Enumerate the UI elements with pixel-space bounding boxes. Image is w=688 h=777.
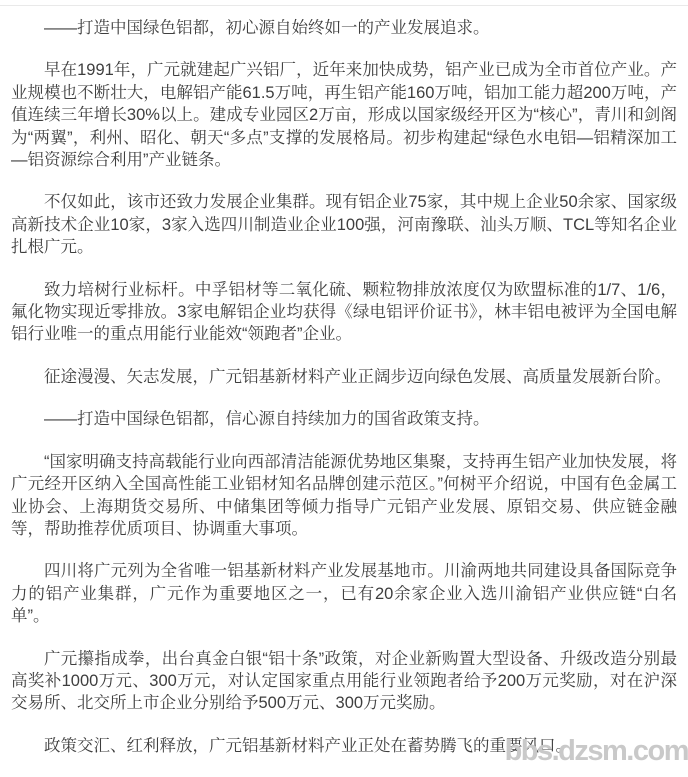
paragraph-8: 四川将广元列为全省唯一铝基新材料产业发展基地市。川渝两地共同建设具备国际竞争力的铝产业集群，广元作为重要地区之一，已有20余家企业入选川渝铝产业供应链“白名单”。 bbox=[11, 562, 677, 626]
paragraph-2: 早在1991年，广元就建起广兴铝厂，近年来加快成势，铝产业已成为全市首位产业。产业规模也不断壮大，电解铝产能61.5万吨，再生铝产能160万吨，铝加工能力超200万吨，产值连续三年增长30%以上。建成专业园区2万亩，形成以国家级经开区为“核心”，青川和剑阁为“两翼”，利州、昭化、朝天“多点”支撑的发展格局。初步构建起“绿色水电铝—铝精深加工—铝资源综合利用”产业链条。 bbox=[11, 61, 677, 170]
paragraph-6: ——打造中国绿色铝都，信心源自持续加力的国省政策支持。 bbox=[44, 410, 490, 429]
paragraph-1: ——打造中国绿色铝都，初心源自始终如一的产业发展追求。 bbox=[44, 19, 490, 37]
site-watermark: bbs.dzsm.com bbox=[504, 735, 688, 767]
paragraph-4: 致力培树行业标杆。中孚铝材等二氧化硫、颗粒物排放浓度仅为欧盟标准的1/7、1/6，氟化物实现近零排放。3家电解铝企业均获得《绿电铝评价证书》，林丰铝电被评为全国电解铝行业唯一的重点用能行业能效“领跑者”企业。 bbox=[11, 280, 677, 344]
paragraph-10: 政策交汇、红利释放，广元铝基新材料产业正处在蓄势腾飞的重要风口。 bbox=[44, 736, 572, 755]
paragraph-9: 广元攥指成拳，出台真金白银“铝十条”政策，对企业新购置大型设备、升级改造分别最高奖补1000万元、300万元，对认定国家重点用能行业领跑者给予200万元奖励，对在沪深交易所、北交所上市企业分别给予500万元、300万元奖励。 bbox=[11, 649, 677, 713]
paragraph-3: 不仅如此，该市还致力发展企业集群。现有铝企业75家，其中规上企业50余家、国家级高新技术企业10家，3家入选四川制造业企业100强，河南豫联、汕头万顺、TCL等知名企业扎根广元。 bbox=[11, 193, 677, 257]
paragraph-5: 征途漫漫、矢志发展，广元铝基新材料产业正阔步迈向绿色发展、高质量发展新台阶。 bbox=[44, 367, 671, 386]
paragraph-7: “国家明确支持高载能行业向西部清洁能源优势地区集聚，支持再生铝产业加快发展，将广元经开区纳入全国高性能工业铝材知名品牌创建示范区。”何树平介绍说，中国有色金属工业协会、上海期货交易所、中储集团等倾力指导广元铝产业发展、原铝交易、供应链金融等，帮助推荐优质项目、协调重大事项。 bbox=[11, 452, 677, 538]
